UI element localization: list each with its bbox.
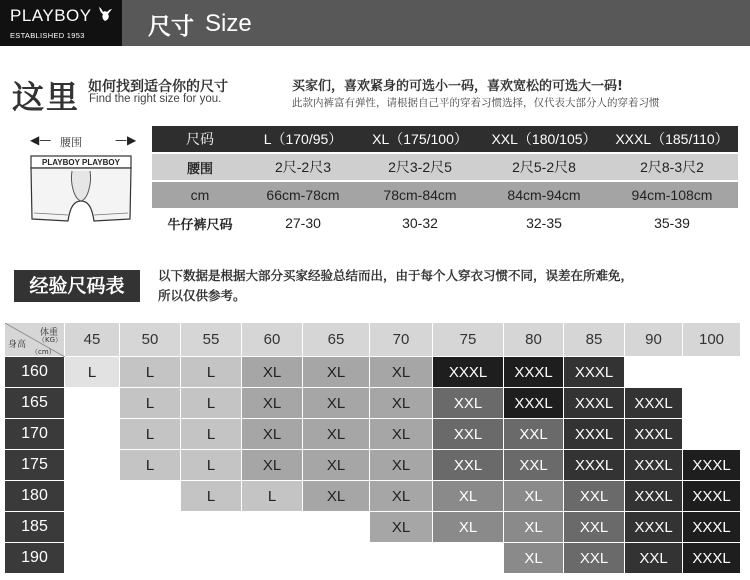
size-header-cell: XXXL（185/110） <box>606 126 738 152</box>
weight-header-cell: 65 <box>303 323 370 357</box>
size-cell <box>65 512 120 543</box>
size-cell <box>433 543 504 574</box>
size-cell: XL <box>242 388 303 419</box>
size-header-cell: L（170/95） <box>248 126 358 152</box>
size-cell: L <box>120 450 181 481</box>
row-label-cm: cm <box>152 182 248 208</box>
brand-logo <box>0 0 122 46</box>
size-header-cell: XL（175/100） <box>358 126 482 152</box>
size-cell <box>65 419 120 450</box>
size-cell: L <box>181 481 242 512</box>
grid-row <box>5 481 741 512</box>
size-cell <box>683 357 741 388</box>
experience-title: 经验尺码表 <box>14 270 140 302</box>
size-cell: XL <box>242 419 303 450</box>
grid-row <box>5 388 741 419</box>
size-cell: L <box>181 450 242 481</box>
size-cell: XL <box>242 450 303 481</box>
size-cell: XXL <box>433 450 504 481</box>
size-table-row <box>152 154 738 180</box>
fit-tip: 买家们，喜欢紧身的可选小一码，喜欢宽松的可选大一码! <box>292 79 623 94</box>
rabbit-icon <box>96 5 114 27</box>
height-header-cell: 175 <box>5 450 65 481</box>
size-cell: XXXL <box>683 450 741 481</box>
experience-desc-line1: 以下数据是根据大部分买家经验总结而出，由于每个人穿衣习惯不同，误差在所难免， <box>158 268 634 283</box>
size-cell: XXXL <box>564 357 625 388</box>
table-cell: 2尺-2尺3 <box>248 154 358 180</box>
size-cell: XXXL <box>625 481 683 512</box>
size-cell: XL <box>303 481 370 512</box>
size-cell <box>65 481 120 512</box>
size-cell: XL <box>303 388 370 419</box>
table-cell: 35-39 <box>606 210 738 236</box>
size-cell: L <box>120 357 181 388</box>
experience-desc-line2: 所以仅供参考。 <box>158 288 246 303</box>
brand-name: PLAYBOY <box>10 6 92 25</box>
weight-header-cell: 75 <box>433 323 504 357</box>
weight-header-cell: 50 <box>120 323 181 357</box>
waistband-text: PLAYBOY PLAYBOY <box>42 158 120 167</box>
weight-header-cell: 80 <box>504 323 564 357</box>
arrow-right-icon: —▶ <box>115 133 137 147</box>
find-size-subheading: Find the right size for you. <box>89 93 222 105</box>
size-cell: XXXL <box>683 481 741 512</box>
size-cell: XXL <box>433 419 504 450</box>
table-cell: 84cm-94cm <box>482 182 606 208</box>
table-cell: 2尺5-2尺8 <box>482 154 606 180</box>
find-size-heading: 如何找到适合你的尺寸 <box>88 79 228 95</box>
size-cell: XXL <box>504 450 564 481</box>
grid-row <box>5 357 741 388</box>
size-cell: XL <box>433 481 504 512</box>
size-cell: XXXL <box>683 543 741 574</box>
table-cell: 27-30 <box>248 210 358 236</box>
page-title-en: Size <box>205 10 252 37</box>
size-header-cell: XXL（180/105） <box>482 126 606 152</box>
table-cell: 32-35 <box>482 210 606 236</box>
size-cell: XXXL <box>564 450 625 481</box>
size-cell <box>120 481 181 512</box>
weight-header-cell: 60 <box>242 323 303 357</box>
height-unit: （cm） <box>31 348 56 356</box>
size-cell <box>181 543 242 574</box>
weight-header-row <box>5 323 741 357</box>
size-cell: L <box>181 357 242 388</box>
size-cell <box>242 512 303 543</box>
size-cell: XXXL <box>625 450 683 481</box>
size-cell: XXL <box>564 481 625 512</box>
row-label-waist: 腰围 <box>152 154 248 180</box>
header-bar <box>0 0 750 46</box>
page-title-cn: 尺寸 <box>148 14 194 40</box>
size-cell: XXXL <box>433 357 504 388</box>
height-header-cell: 185 <box>5 512 65 543</box>
size-cell: XL <box>370 450 433 481</box>
size-cell: L <box>242 481 303 512</box>
weight-header-cell: 100 <box>683 323 741 357</box>
size-cell: L <box>120 388 181 419</box>
height-header-cell: 180 <box>5 481 65 512</box>
height-header-cell: 160 <box>5 357 65 388</box>
size-cell: XXXL <box>564 419 625 450</box>
grid-corner <box>5 323 65 357</box>
fit-tip-detail: 此款内裤富有弹性，请根据自己平的穿着习惯选择，仅代表大部分人的穿着习惯 <box>292 97 660 109</box>
size-cell: XXL <box>504 419 564 450</box>
size-cell: L <box>65 357 120 388</box>
size-cell <box>65 450 120 481</box>
size-cell: XXL <box>564 543 625 574</box>
size-cell: XXXL <box>683 512 741 543</box>
size-cell: XXXL <box>625 388 683 419</box>
size-table-header <box>152 126 738 152</box>
size-cell <box>303 512 370 543</box>
grid-row <box>5 512 741 543</box>
size-cell: XXL <box>625 543 683 574</box>
table-cell: 30-32 <box>358 210 482 236</box>
experience-size-grid <box>4 322 741 574</box>
size-cell: XXL <box>564 512 625 543</box>
size-cell: XL <box>504 543 564 574</box>
size-cell <box>303 543 370 574</box>
size-cell: XL <box>504 512 564 543</box>
weight-header-cell: 90 <box>625 323 683 357</box>
size-cell: XXXL <box>625 419 683 450</box>
size-cell: XL <box>370 481 433 512</box>
size-cell <box>181 512 242 543</box>
size-cell: XXXL <box>504 388 564 419</box>
size-cell: XXXL <box>625 512 683 543</box>
size-cell: XXXL <box>504 357 564 388</box>
size-cell: XXL <box>433 388 504 419</box>
size-cell: XXXL <box>564 388 625 419</box>
row-label-jeans: 牛仔裤尺码 <box>152 210 248 236</box>
size-cell <box>242 543 303 574</box>
height-header-cell: 190 <box>5 543 65 574</box>
size-cell: XL <box>433 512 504 543</box>
size-cell: XL <box>370 512 433 543</box>
size-cell <box>625 357 683 388</box>
here-heading: 这里 <box>12 78 81 116</box>
weight-unit: （KG） <box>37 336 62 344</box>
height-header-cell: 170 <box>5 419 65 450</box>
weight-header-cell: 85 <box>564 323 625 357</box>
size-cell <box>120 543 181 574</box>
size-cell: L <box>181 388 242 419</box>
size-table-row <box>152 182 738 208</box>
size-cell: L <box>181 419 242 450</box>
weight-label: 体重 <box>39 328 58 338</box>
underwear-illustration <box>30 155 132 229</box>
height-label: 身高 <box>8 340 27 350</box>
size-cell: XL <box>370 357 433 388</box>
weight-header-cell: 70 <box>370 323 433 357</box>
size-cell <box>120 512 181 543</box>
size-header-cell: 尺码 <box>152 126 248 152</box>
size-cell: XL <box>242 357 303 388</box>
size-cell <box>683 419 741 450</box>
size-cell: XL <box>370 419 433 450</box>
weight-header-cell: 55 <box>181 323 242 357</box>
height-header-cell: 165 <box>5 388 65 419</box>
waist-label: 腰围 <box>60 136 82 149</box>
table-cell: 66cm-78cm <box>248 182 358 208</box>
size-cell <box>370 543 433 574</box>
size-cell: XL <box>303 450 370 481</box>
size-cell <box>65 388 120 419</box>
size-cell: XL <box>303 357 370 388</box>
weight-header-cell: 45 <box>65 323 120 357</box>
size-cell: XL <box>303 419 370 450</box>
table-cell: 2尺3-2尺5 <box>358 154 482 180</box>
brand-established: ESTABLISHED 1953 <box>10 31 85 40</box>
size-cell: XL <box>370 388 433 419</box>
experience-description <box>158 266 718 306</box>
grid-row <box>5 419 741 450</box>
table-cell: 2尺8-3尺2 <box>606 154 738 180</box>
size-table <box>152 124 738 238</box>
size-cell <box>683 388 741 419</box>
arrow-left-icon: ◀— <box>30 133 52 147</box>
size-cell: L <box>120 419 181 450</box>
table-cell: 78cm-84cm <box>358 182 482 208</box>
size-cell <box>65 543 120 574</box>
grid-row <box>5 543 741 574</box>
size-table-row <box>152 210 738 236</box>
table-cell: 94cm-108cm <box>606 182 738 208</box>
grid-row <box>5 450 741 481</box>
size-cell: XL <box>504 481 564 512</box>
